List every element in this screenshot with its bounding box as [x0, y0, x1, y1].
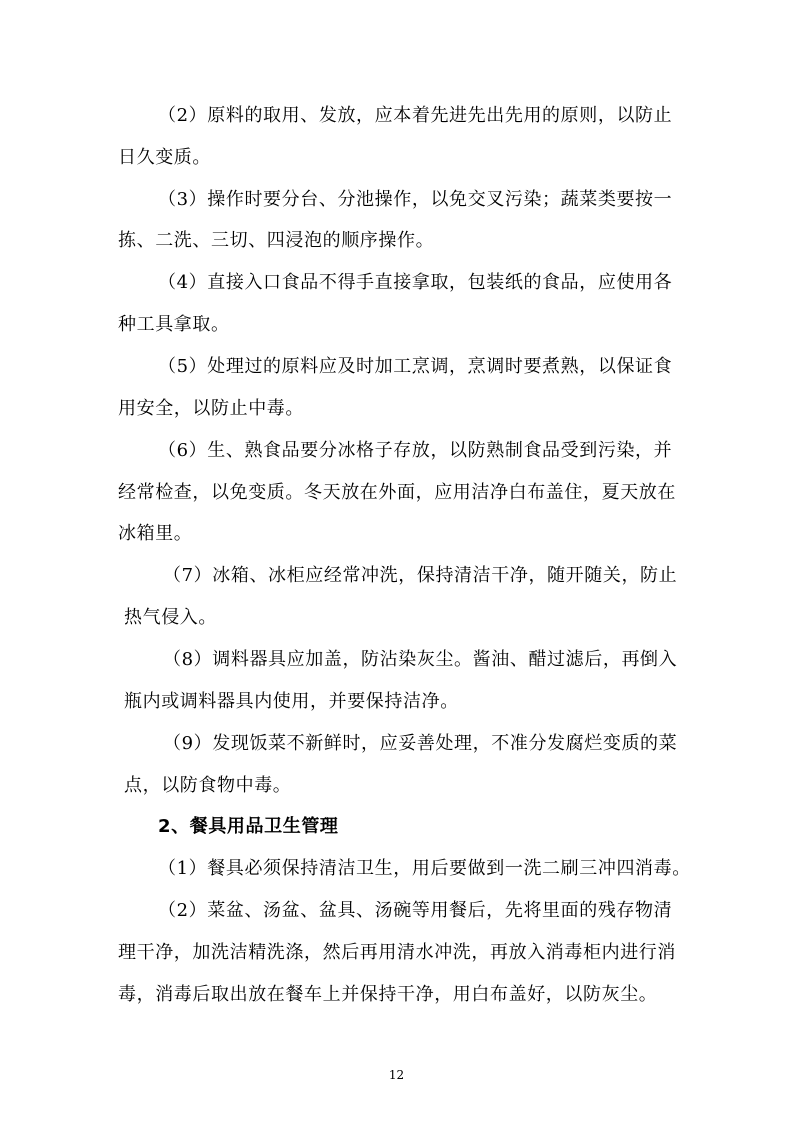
text-line: （7）冰箱、冰柜应经常冲洗，保持清洁干净，随开随关，防止: [163, 565, 678, 586]
section-heading: 2、餐具用品卫生管理: [158, 816, 339, 837]
text-line: （4）直接入口食品不得手直接拿取，包装纸的食品，应使用各: [158, 272, 673, 293]
text-line: （3）操作时要分台、分池操作，以免交叉污染；蔬菜类要按一: [158, 189, 673, 210]
page-number: 12: [388, 1068, 405, 1082]
text-line: （5）处理过的原料应及时加工烹调，烹调时要煮熟，以保证食: [158, 356, 673, 377]
text-line: 种工具拿取。: [118, 314, 230, 335]
text-line: 经常检查，以免变质。冬天放在外面，应用洁净白布盖住，夏天放在: [118, 482, 676, 503]
text-line: （2）原料的取用、发放，应本着先进先出先用的原则，以防止: [158, 105, 673, 126]
text-line: 热气侵入。: [124, 607, 217, 628]
text-line: （2）菜盆、汤盆、盆具、汤碗等用餐后，先将里面的残存物清: [158, 900, 673, 921]
text-line: （9）发现饭菜不新鲜时，应妥善处理，不准分发腐烂变质的菜: [163, 733, 678, 754]
text-line: 冰箱里。: [118, 523, 193, 544]
text-line: 理干净，加洗洁精洗涤，然后再用清水冲洗，再放入消毒柜内进行消: [118, 942, 676, 963]
text-line: 毒，消毒后取出放在餐车上并保持干净，用白布盖好，以防灰尘。: [118, 984, 658, 1005]
text-line: 拣、二洗、三切、四浸泡的顺序操作。: [118, 230, 435, 251]
text-line: 瓶内或调料器具内使用，并要保持洁净。: [124, 691, 459, 712]
text-line: 点，以防食物中毒。: [124, 775, 292, 796]
text-line: （1）餐具必须保持清洁卫生，用后要做到一洗二刷三冲四消毒。: [158, 858, 691, 879]
text-line: （6）生、熟食品要分冰格子存放，以防熟制食品受到污染，并: [158, 440, 673, 461]
text-line: 用安全，以防止中毒。: [118, 398, 304, 419]
text-line: 日久变质。: [118, 147, 211, 168]
text-line: （8）调料器具应加盖，防沾染灰尘。酱油、醋过滤后，再倒入: [163, 649, 678, 670]
